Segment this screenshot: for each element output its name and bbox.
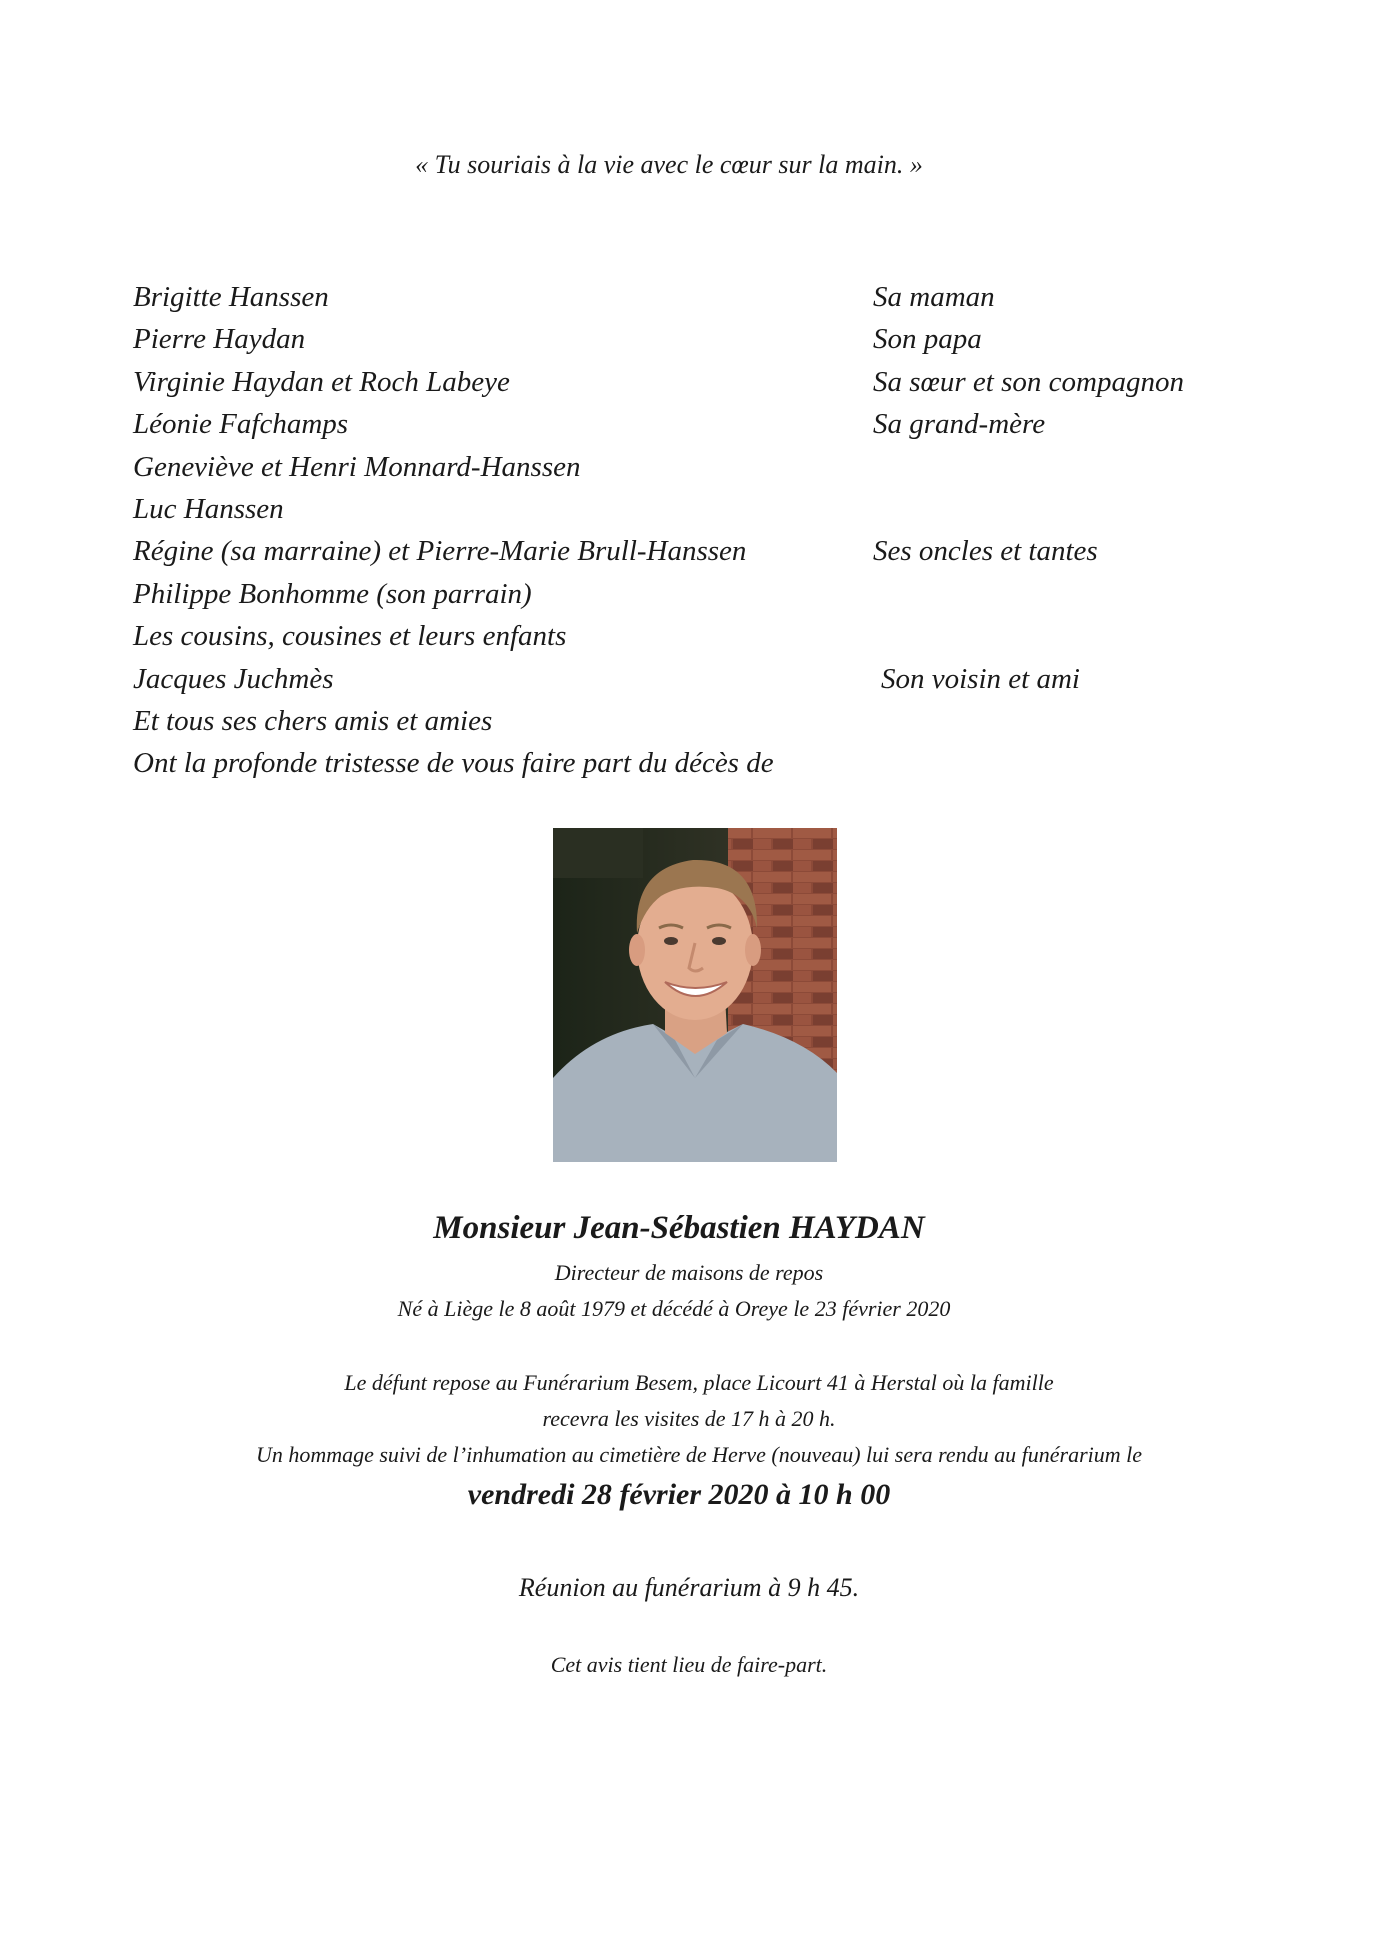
family-member-name: Les cousins, cousines et leurs enfants	[133, 620, 567, 653]
arrangements-line-2: recevra les visites de 17 h à 20 h.	[542, 1406, 836, 1431]
family-member-relation: Sa sœur et son compagnon	[873, 365, 1184, 398]
family-member-name: Geneviève et Henri Monnard-Hanssen	[133, 450, 581, 483]
family-row	[133, 276, 1253, 318]
family-member-name: Virginie Haydan et Roch Labeye	[133, 365, 510, 398]
arrangements-line-1: Le défunt repose au Funérarium Besem, place Licourt 41 à Herstal où la famille	[344, 1370, 1054, 1395]
ceremony-date: vendredi 28 février 2020 à 10 h 00	[467, 1478, 891, 1511]
family-row	[133, 658, 1253, 700]
family-row	[133, 700, 1253, 742]
family-member-name: Pierre Haydan	[133, 323, 306, 356]
epitaph-quote: « Tu souriais à la vie avec le cœur sur la main. »	[415, 150, 923, 179]
family-row	[133, 318, 1253, 360]
family-member-relation: Son voisin et ami	[881, 662, 1080, 695]
family-member-name: Léonie Fafchamps	[133, 408, 349, 441]
family-member-relation: Sa grand-mère	[873, 408, 1046, 441]
notice-text: Cet avis tient lieu de faire-part.	[550, 1652, 828, 1677]
family-member-name: Et tous ses chers amis et amies	[133, 704, 493, 737]
family-row	[133, 573, 1253, 615]
family-member-name: Brigitte Hanssen	[133, 281, 329, 313]
family-member-relation: Sa maman	[873, 281, 995, 313]
family-row	[133, 615, 1253, 657]
family-row	[133, 403, 1253, 445]
deceased-name: Monsieur Jean-Sébastien HAYDAN	[433, 1210, 925, 1246]
family-member-relation: Son papa	[873, 323, 982, 356]
family-row	[133, 530, 1253, 572]
deceased-dates: Né à Liège le 8 août 1979 et décédé à Oreye le 23 février 2020	[397, 1296, 951, 1321]
portrait-photo	[553, 828, 837, 1162]
family-member-name: Régine (sa marraine) et Pierre-Marie Brull-Hanssen	[133, 535, 747, 568]
family-member-relation: Ses oncles et tantes	[873, 535, 1098, 568]
family-member-name: Jacques Juchmès	[133, 662, 334, 695]
family-member-name: Ont la profonde tristesse de vous faire part du décès de	[133, 747, 774, 780]
family-list	[133, 276, 1253, 785]
arrangements-line-3: Un hommage suivi de l’inhumation au cimetière de Herve (nouveau) lui sera rendu au funérarium le	[255, 1442, 1143, 1467]
deceased-profession: Directeur de maisons de repos	[554, 1260, 824, 1285]
family-row	[133, 361, 1253, 403]
family-row	[133, 488, 1253, 530]
family-row	[133, 446, 1253, 488]
meeting-info: Réunion au funérarium à 9 h 45.	[518, 1573, 860, 1602]
family-member-name: Philippe Bonhomme (son parrain)	[133, 577, 532, 610]
family-row	[133, 742, 1253, 784]
family-member-name: Luc Hanssen	[133, 492, 284, 525]
